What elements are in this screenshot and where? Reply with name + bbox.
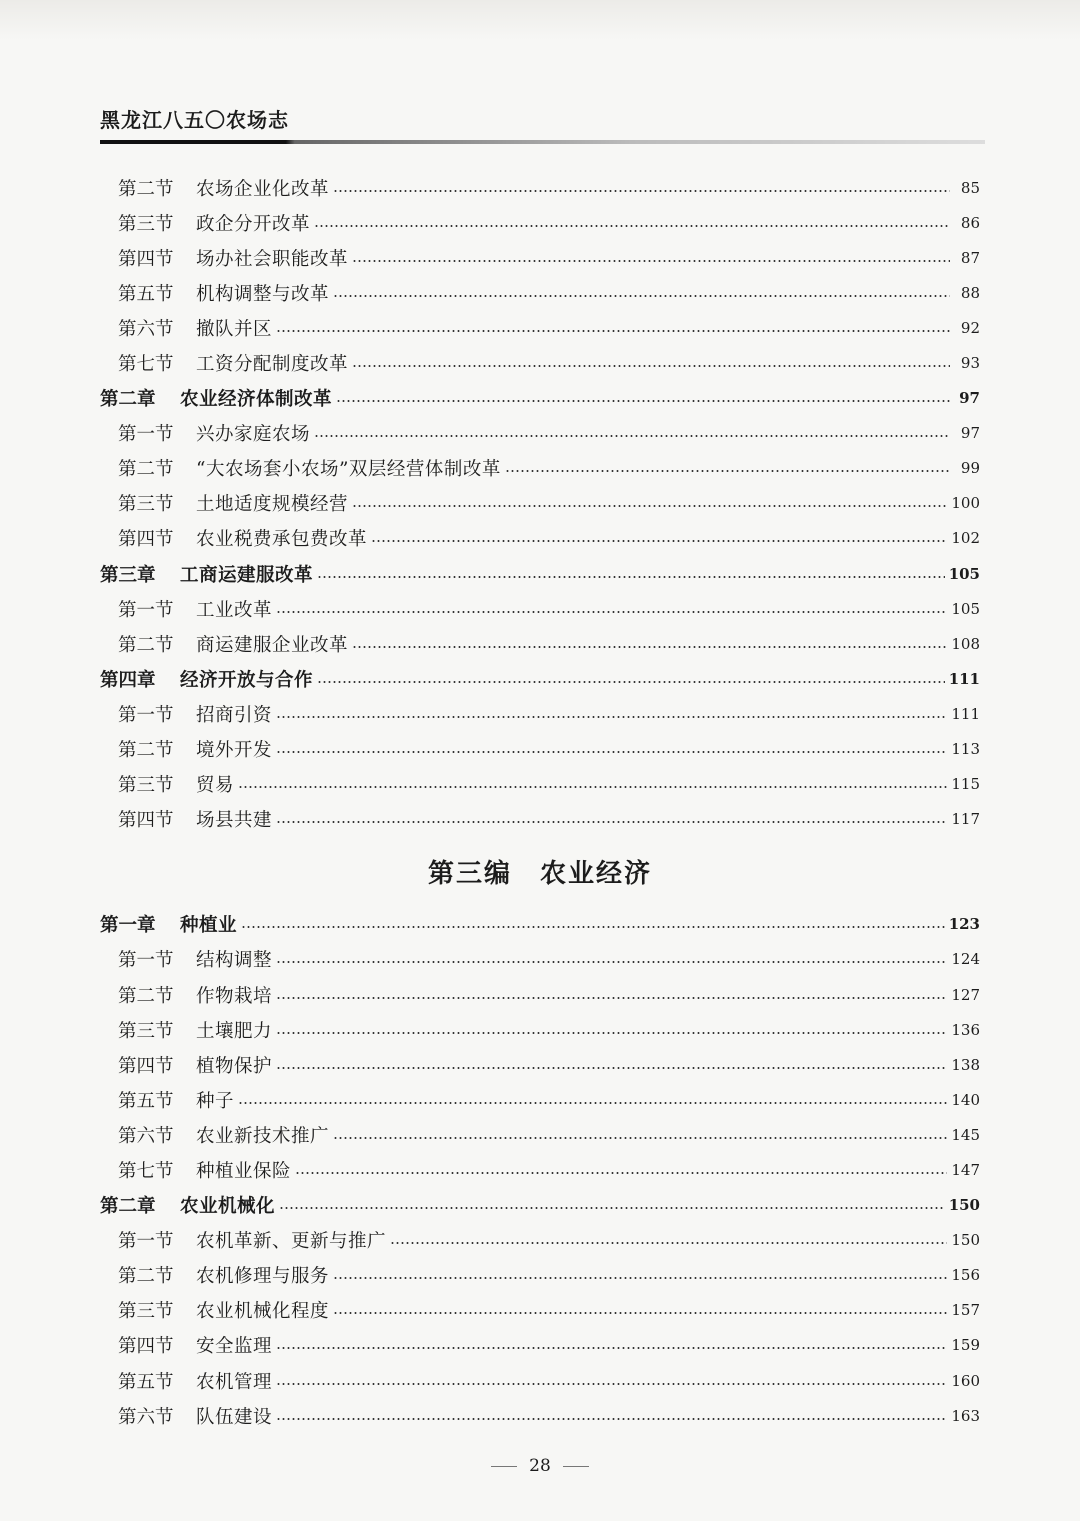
entry-number: 第二节 xyxy=(118,459,174,481)
toc-section-entry[interactable] xyxy=(100,591,980,626)
table-of-contents xyxy=(100,170,980,1433)
toc-section-entry[interactable] xyxy=(100,626,980,661)
dot-leader xyxy=(333,1276,947,1280)
entry-title: 安全监理 xyxy=(196,1336,273,1358)
entry-title: 农业机械化程度 xyxy=(196,1301,330,1323)
toc-section-entry[interactable] xyxy=(100,942,980,977)
toc-section-entry[interactable] xyxy=(100,1293,980,1328)
entry-title: 农机管理 xyxy=(196,1371,273,1393)
entry-number: 第五节 xyxy=(118,1371,174,1393)
part-title: 农业经济 xyxy=(540,859,653,890)
dot-leader xyxy=(276,1066,947,1070)
dot-leader xyxy=(276,1417,947,1421)
toc-section-entry[interactable] xyxy=(100,486,980,521)
entry-number: 第二节 xyxy=(118,1266,174,1288)
toc-list-bottom xyxy=(100,907,980,1433)
entry-number: 第一节 xyxy=(118,599,174,621)
toc-section-entry[interactable] xyxy=(100,977,980,1012)
dot-leader xyxy=(276,1031,947,1035)
entry-page-number: 102 xyxy=(951,529,980,548)
dot-leader xyxy=(276,750,947,754)
toc-section-entry[interactable] xyxy=(100,1328,980,1363)
dot-leader xyxy=(371,539,947,543)
dot-leader xyxy=(276,1382,947,1386)
dot-leader xyxy=(336,399,950,403)
dot-leader xyxy=(352,259,950,263)
entry-title: 土地适度规模经营 xyxy=(196,494,349,516)
entry-title: 农业税费承包费改革 xyxy=(196,529,368,551)
page-footer xyxy=(0,1456,1080,1476)
entry-number: 第七节 xyxy=(118,1160,174,1182)
toc-section-entry[interactable] xyxy=(100,1258,980,1293)
entry-page-number: 147 xyxy=(951,1160,980,1179)
dot-leader xyxy=(276,329,950,333)
dot-leader xyxy=(352,504,947,508)
toc-section-entry[interactable] xyxy=(100,1398,980,1433)
entry-title: “大农场套小农场”双层经营体制改革 xyxy=(196,459,501,481)
toc-section-entry[interactable] xyxy=(100,310,980,345)
entry-page-number: 113 xyxy=(951,740,980,759)
entry-number: 第三章 xyxy=(100,564,156,586)
toc-section-entry[interactable] xyxy=(100,275,980,310)
entry-title: 工资分配制度改革 xyxy=(196,354,349,376)
entry-page-number: 88 xyxy=(960,283,980,302)
entry-number: 第一节 xyxy=(118,704,174,726)
entry-number: 第四章 xyxy=(100,669,156,691)
entry-page-number: 127 xyxy=(951,985,980,1004)
entry-page-number: 157 xyxy=(951,1301,980,1320)
header-rule xyxy=(100,140,985,144)
entry-page-number: 159 xyxy=(951,1336,980,1355)
dot-leader xyxy=(333,189,950,193)
entry-title: 农业新技术推广 xyxy=(196,1125,330,1147)
entry-title: 作物栽培 xyxy=(196,985,273,1007)
scan-shadow xyxy=(0,0,1080,40)
entry-page-number: 150 xyxy=(948,1196,980,1215)
entry-number: 第四节 xyxy=(118,1336,174,1358)
toc-section-entry[interactable] xyxy=(100,732,980,767)
dot-leader xyxy=(295,1171,947,1175)
toc-section-entry[interactable] xyxy=(100,345,980,380)
toc-section-entry[interactable] xyxy=(100,1082,980,1117)
dot-leader xyxy=(505,469,950,473)
toc-section-entry[interactable] xyxy=(100,416,980,451)
entry-title: 土壤肥力 xyxy=(196,1020,273,1042)
entry-page-number: 111 xyxy=(951,704,980,723)
entry-number: 第四节 xyxy=(118,1055,174,1077)
entry-page-number: 92 xyxy=(960,318,980,337)
entry-page-number: 163 xyxy=(951,1406,980,1425)
entry-number: 第二节 xyxy=(118,740,174,762)
entry-page-number: 136 xyxy=(951,1020,980,1039)
entry-page-number: 97 xyxy=(960,424,980,443)
page-number: 28 xyxy=(529,1456,551,1476)
entry-number: 第三节 xyxy=(118,775,174,797)
entry-page-number: 145 xyxy=(951,1125,980,1144)
toc-section-entry[interactable] xyxy=(100,1012,980,1047)
toc-chapter-entry[interactable] xyxy=(100,381,980,416)
entry-page-number: 99 xyxy=(960,459,980,478)
entry-title: 农机修理与服务 xyxy=(196,1266,330,1288)
toc-section-entry[interactable] xyxy=(100,767,980,802)
entry-number: 第三节 xyxy=(118,494,174,516)
toc-section-entry[interactable] xyxy=(100,205,980,240)
entry-title: 招商引资 xyxy=(196,704,273,726)
entry-number: 第二章 xyxy=(100,389,156,411)
entry-title: 机构调整与改革 xyxy=(196,283,330,305)
entry-page-number: 156 xyxy=(951,1266,980,1285)
entry-page-number: 100 xyxy=(951,494,980,513)
entry-title: 工商运建服改革 xyxy=(180,564,314,586)
part-heading xyxy=(100,837,980,907)
entry-title: 农机革新、更新与推广 xyxy=(196,1231,387,1253)
dot-leader xyxy=(352,645,947,649)
entry-title: 结构调整 xyxy=(196,950,273,972)
entry-number: 第二章 xyxy=(100,1196,156,1218)
entry-page-number: 93 xyxy=(960,354,980,373)
entry-title: 场县共建 xyxy=(196,810,273,832)
entry-title: 政企分开改革 xyxy=(196,213,311,235)
entry-number: 第五节 xyxy=(118,283,174,305)
toc-section-entry[interactable] xyxy=(100,521,980,556)
entry-number: 第六节 xyxy=(118,1406,174,1428)
dot-leader xyxy=(276,1346,947,1350)
entry-page-number: 138 xyxy=(951,1055,980,1074)
running-header: 黑龙江八五〇农场志 xyxy=(100,108,289,132)
entry-page-number: 87 xyxy=(960,248,980,267)
toc-section-entry[interactable] xyxy=(100,696,980,731)
toc-list-top xyxy=(100,170,980,837)
toc-chapter-entry[interactable] xyxy=(100,1188,980,1223)
entry-title: 经济开放与合作 xyxy=(180,669,314,691)
entry-page-number: 105 xyxy=(948,564,980,583)
entry-title: 境外开发 xyxy=(196,740,273,762)
dot-leader xyxy=(314,434,950,438)
dot-leader xyxy=(276,960,947,964)
entry-number: 第三节 xyxy=(118,213,174,235)
entry-page-number: 97 xyxy=(959,389,980,408)
dot-leader xyxy=(276,820,947,824)
dot-leader xyxy=(390,1241,947,1245)
dot-leader xyxy=(314,224,950,228)
dot-leader xyxy=(238,785,947,789)
dot-leader xyxy=(276,610,947,614)
entry-page-number: 117 xyxy=(951,810,980,829)
toc-section-entry[interactable] xyxy=(100,1047,980,1082)
entry-number: 第六节 xyxy=(118,1125,174,1147)
entry-number: 第四节 xyxy=(118,810,174,832)
entry-title: 撤队并区 xyxy=(196,318,273,340)
entry-title: 农业经济体制改革 xyxy=(180,389,333,411)
toc-chapter-entry[interactable] xyxy=(100,661,980,696)
entry-title: 种植业保险 xyxy=(196,1160,292,1182)
entry-number: 第三节 xyxy=(118,1301,174,1323)
entry-page-number: 108 xyxy=(951,634,980,653)
footer-dash-left xyxy=(491,1466,517,1467)
entry-number: 第一节 xyxy=(118,424,174,446)
entry-page-number: 105 xyxy=(951,599,980,618)
entry-page-number: 86 xyxy=(960,213,980,232)
dot-leader xyxy=(333,1136,947,1140)
entry-title: 场办社会职能改革 xyxy=(196,248,349,270)
entry-page-number: 160 xyxy=(951,1371,980,1390)
entry-page-number: 85 xyxy=(960,178,980,197)
dot-leader xyxy=(279,1206,945,1210)
entry-title: 种子 xyxy=(196,1090,235,1112)
entry-number: 第一节 xyxy=(118,1231,174,1253)
toc-section-entry[interactable] xyxy=(100,802,980,837)
entry-title: 农场企业化改革 xyxy=(196,178,330,200)
entry-title: 队伍建设 xyxy=(196,1406,273,1428)
entry-title: 贸易 xyxy=(196,775,235,797)
part-number: 第三编 xyxy=(427,859,512,890)
entry-title: 种植业 xyxy=(180,915,238,937)
entry-number: 第五节 xyxy=(118,1090,174,1112)
footer-dash-right xyxy=(563,1466,589,1467)
entry-number: 第六节 xyxy=(118,318,174,340)
dot-leader xyxy=(241,925,945,929)
toc-chapter-entry[interactable] xyxy=(100,907,980,942)
entry-title: 商运建服企业改革 xyxy=(196,634,349,656)
entry-number: 第二节 xyxy=(118,634,174,656)
entry-page-number: 115 xyxy=(951,775,980,794)
toc-section-entry[interactable] xyxy=(100,1117,980,1152)
entry-page-number: 150 xyxy=(951,1231,980,1250)
dot-leader xyxy=(238,1101,947,1105)
entry-title: 工业改革 xyxy=(196,599,273,621)
toc-section-entry[interactable] xyxy=(100,1223,980,1258)
dot-leader xyxy=(333,1311,947,1315)
dot-leader xyxy=(317,575,945,579)
entry-number: 第四节 xyxy=(118,248,174,270)
entry-number: 第二节 xyxy=(118,985,174,1007)
entry-number: 第二节 xyxy=(118,178,174,200)
entry-page-number: 111 xyxy=(948,669,980,688)
entry-number: 第三节 xyxy=(118,1020,174,1042)
toc-chapter-entry[interactable] xyxy=(100,556,980,591)
toc-section-entry[interactable] xyxy=(100,1363,980,1398)
toc-section-entry[interactable] xyxy=(100,1152,980,1187)
dot-leader xyxy=(333,294,950,298)
dot-leader xyxy=(317,680,945,684)
entry-number: 第四节 xyxy=(118,529,174,551)
entry-number: 第一章 xyxy=(100,915,156,937)
dot-leader xyxy=(276,996,947,1000)
entry-page-number: 140 xyxy=(951,1090,980,1109)
dot-leader xyxy=(276,715,947,719)
dot-leader xyxy=(352,364,950,368)
entry-title: 农业机械化 xyxy=(180,1196,276,1218)
entry-title: 兴办家庭农场 xyxy=(196,424,311,446)
entry-number: 第七节 xyxy=(118,354,174,376)
toc-section-entry[interactable] xyxy=(100,451,980,486)
entry-number: 第一节 xyxy=(118,950,174,972)
toc-section-entry[interactable] xyxy=(100,240,980,275)
entry-page-number: 124 xyxy=(951,950,980,969)
entry-title: 植物保护 xyxy=(196,1055,273,1077)
entry-page-number: 123 xyxy=(948,915,980,934)
toc-section-entry[interactable] xyxy=(100,170,980,205)
